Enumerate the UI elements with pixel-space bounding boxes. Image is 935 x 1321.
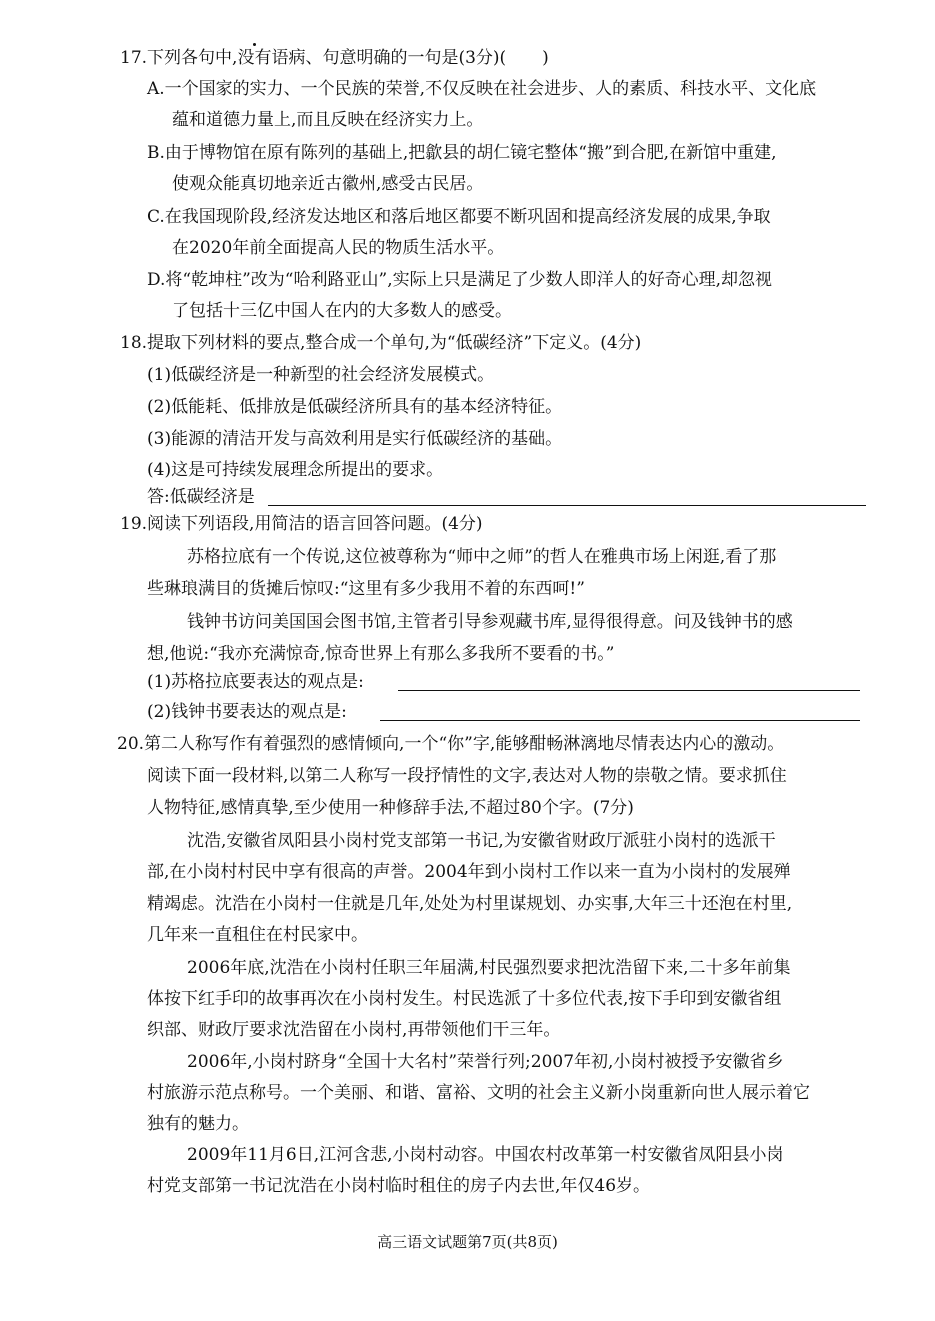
q20-para2-line3: 织部、财政厅要求沈浩留在小岗村,再带领他们干三年。	[147, 1020, 561, 1040]
q20-para1-line2: 部,在小岗村村民中享有很高的声誉。2004年到小岗村工作以来一直为小岗村的发展殚	[147, 862, 791, 882]
q18-material-4: (4)这是可持续发展理念所提出的要求。	[147, 460, 444, 480]
q19-answer1-label: (1)苏格拉底要表达的观点是:	[147, 672, 364, 692]
q20-para3-line3: 独有的魅力。	[147, 1114, 249, 1134]
q18-material-1: (1)低碳经济是一种新型的社会经济发展模式。	[147, 365, 495, 385]
q18-material-2: (2)低能耗、低排放是低碳经济所具有的基本经济特征。	[147, 397, 563, 417]
q19-stem: 19.阅读下列语段,用简洁的语言回答问题。(4分)	[120, 514, 483, 534]
page-footer: 高三语文试题第7页(共8页)	[377, 1233, 558, 1251]
q20-para2-line1: 2006年底,沈浩在小岗村任职三年届满,村民强烈要求把沈浩留下来,二十多年前集	[187, 958, 791, 978]
q20-para1-line4: 几年来一直租住在村民家中。	[147, 925, 368, 945]
q20-para2-line2: 体按下红手印的故事再次在小岗村发生。村民选派了十多位代表,按下手印到安徽省组	[147, 989, 782, 1009]
q17-option-d-line2: 了包括十三亿中国人在内的大多数人的感受。	[172, 301, 512, 321]
q19-answer1-blank[interactable]	[398, 690, 860, 691]
q20-para4-line1: 2009年11月6日,江河含悲,小岗村动容。中国农村改革第一村安徽省凤阳县小岗	[187, 1145, 784, 1165]
q17-option-b-line2: 使观众能真切地亲近古徽州,感受古民居。	[172, 174, 484, 194]
q18-material-3: (3)能源的清洁开发与高效利用是实行低碳经济的基础。	[147, 429, 563, 449]
q20-stem-line2: 阅读下面一段材料,以第二人称写一段抒情性的文字,表达对人物的崇敬之情。要求抓住	[147, 766, 787, 786]
q19-passage2-line2: 想,他说:“我亦充满惊奇,惊奇世界上有那么多我所不要看的书。”	[147, 644, 615, 664]
q20-stem-line1: 20.第二人称写作有着强烈的感情倾向,一个“你”字,能够酣畅淋漓地尽情表达内心的激动。	[117, 734, 785, 754]
q17-option-c-line2: 在2020年前全面提高人民的物质生活水平。	[172, 238, 505, 258]
q19-answer2-label: (2)钱钟书要表达的观点是:	[147, 702, 347, 722]
q18-answer-blank[interactable]	[268, 505, 866, 506]
q20-para1-line3: 精竭虑。沈浩在小岗村一住就是几年,处处为村里谋规划、办实事,大年三十还泡在村里,	[147, 894, 793, 914]
q18-answer-label: 答:低碳经济是	[147, 487, 255, 507]
emphasis-dots: 没有	[237, 48, 272, 68]
q17-option-d-line1: D.将“乾坤柱”改为“哈利路亚山”,实际上只是满足了少数人即洋人的好奇心理,却忽视	[147, 270, 772, 290]
q19-passage1-line2: 些琳琅满目的货摊后惊叹:“这里有多少我用不着的东西呵!”	[147, 579, 585, 599]
q20-para3-line2: 村旅游示范点称号。一个美丽、和谐、富裕、文明的社会主义新小岗重新向世人展示着它	[147, 1083, 810, 1103]
q17-option-a-line1: A.一个国家的实力、一个民族的荣誉,不仅反映在社会进步、人的素质、科技水平、文化底	[147, 79, 817, 99]
q19-passage1-line1: 苏格拉底有一个传说,这位被尊称为“师中之师”的哲人在雅典市场上闲逛,看了那	[187, 547, 777, 567]
q17-stem: 17.下列各句中,没有语病、句意明确的一句是(3分)( )	[120, 48, 549, 68]
q19-passage2-line1: 钱钟书访问美国国会图书馆,主管者引导参观藏书库,显得很得意。问及钱钟书的感	[187, 612, 793, 632]
q18-stem: 18.提取下列材料的要点,整合成一个单句,为“低碳经济”下定义。(4分)	[120, 333, 642, 353]
q20-para3-line1: 2006年,小岗村跻身“全国十大名村”荣誉行列;2007年初,小岗村被授予安徽省乡	[187, 1052, 784, 1072]
q17-option-b-line1: B.由于博物馆在原有陈列的基础上,把歙县的胡仁镜宅整体“搬”到合肥,在新馆中重建,	[147, 143, 777, 163]
q20-stem-line3: 人物特征,感情真挚,至少使用一种修辞手法,不超过80个字。(7分)	[147, 798, 634, 818]
q17-option-a-line2: 蕴和道德力量上,而且反映在经济实力上。	[172, 110, 484, 130]
q20-para4-line2: 村党支部第一书记沈浩在小岗村临时租住的房子内去世,年仅46岁。	[147, 1176, 651, 1196]
q19-answer2-blank[interactable]	[380, 720, 860, 721]
q17-option-c-line1: C.在我国现阶段,经济发达地区和落后地区都要不断巩固和提高经济发展的成果,争取	[147, 207, 771, 227]
q20-para1-line1: 沈浩,安徽省凤阳县小岗村党支部第一书记,为安徽省财政厅派驻小岗村的选派干	[187, 831, 776, 851]
